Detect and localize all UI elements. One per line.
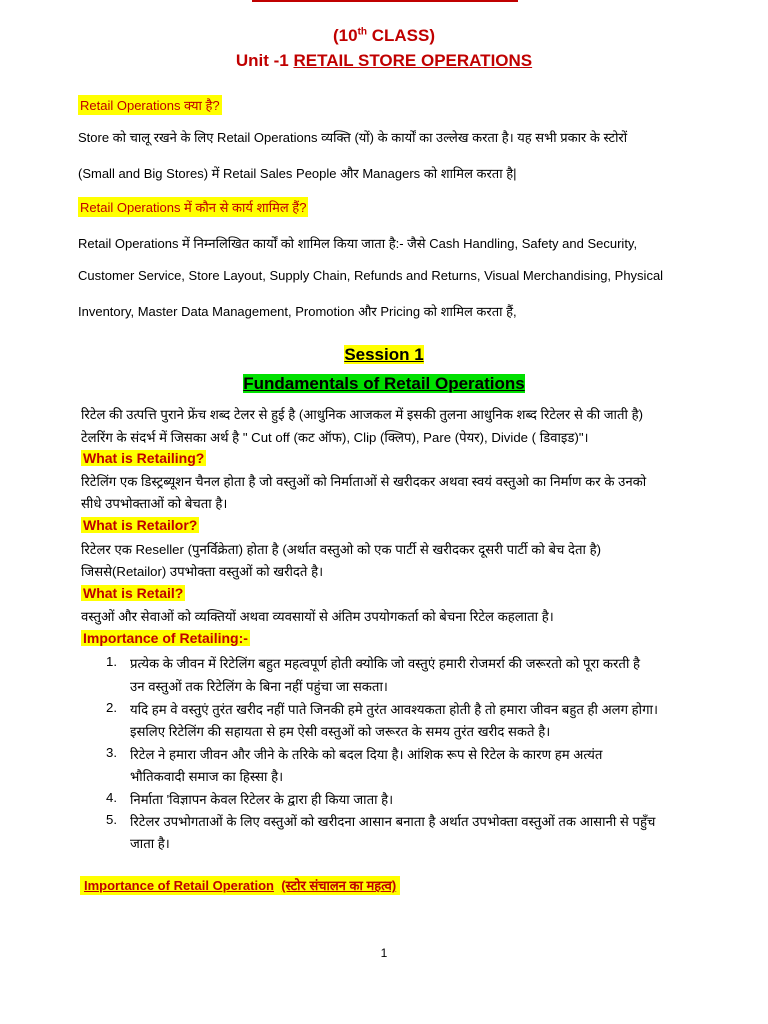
- heading-what-is-retail: What is Retail?: [83, 585, 184, 601]
- retailor-line2: जिससे(Retailor) उपभोक्ता वस्तुओं को खरीदते है।: [81, 564, 324, 579]
- session-label: Session 1: [344, 345, 424, 364]
- intro-paragraph-line1: Store को चालू रखने के लिए Retail Operations व्यक्ति (यों) के कार्यों का उल्लेख करता है। यह सभी प्रकार के स्टोरों: [78, 130, 628, 145]
- class-heading: (10th CLASS): [332, 26, 436, 45]
- list-item-text: निर्माता 'विज्ञापन केवल रिटेलर के द्वारा ही किया जाता है।: [130, 792, 394, 807]
- top-rule: [252, 0, 518, 2]
- list-item-text: इसलिए रिटेलिंग की सहायता से हम ऐसी वस्तुओं को जरूरत के समय तुरंत खरीद सकते है।: [130, 724, 551, 739]
- list-item-number: 1.: [106, 654, 117, 669]
- page-number: 1: [380, 946, 388, 960]
- list-item-number: 2.: [106, 700, 117, 715]
- retail-line1: वस्तुओं और सेवाओं को व्यक्तियों अथवा व्यवसायों से अंतिम उपयोगकर्ता को बेचना रिटेल कहलाता है।: [81, 609, 554, 624]
- list-item-text: जाता है।: [130, 836, 170, 851]
- footer-heading-hi: (स्टोर संचालन का महत्व): [281, 878, 397, 893]
- tasks-paragraph-line1: Retail Operations में निम्नलिखित कार्यों को शामिल किया जाता है:- जैसे Cash Handling, Safety and Security,: [78, 236, 638, 251]
- retailor-line1: रिटेलर एक Reseller (पुनर्विक्रेता) होता है (अर्थात वस्तुओ को एक पार्टी से खरीदकर दूसरी पार्टी को बेच देता है): [81, 542, 602, 557]
- heading-what-is-retailing: What is Retailing?: [83, 450, 205, 466]
- retailing-line2: सीधे उपभोक्ताओं को बेचता है।: [81, 496, 228, 511]
- tasks-paragraph-line2: Customer Service, Store Layout, Supply Chain, Refunds and Returns, Visual Merchandising, Physical: [78, 268, 664, 283]
- footer-heading: [80, 876, 400, 894]
- list-item-text: प्रत्येक के जीवन में रिटेलिंग बहुत महत्वपूर्ण होती क्योकि जो वस्तुएं हमारी रोजमर्रा की जरूरतो को पूरा करती है: [130, 656, 641, 671]
- list-item-number: 4.: [106, 790, 117, 805]
- unit-heading: Unit -1 RETAIL STORE OPERATIONS: [235, 51, 533, 70]
- unit-title: RETAIL STORE OPERATIONS: [293, 51, 533, 70]
- tasks-paragraph-line3: Inventory, Master Data Management, Promotion और Pricing को शामिल करता हैं,: [78, 304, 517, 319]
- question-retail-operations: Retail Operations क्या है?: [78, 95, 222, 115]
- list-item-number: 5.: [106, 812, 117, 827]
- heading-what-is-retailor: What is Retailor?: [83, 517, 198, 533]
- origin-line2: टेलरिंग के संदर्भ में जिसका अर्थ है " Cut off (कट ऑफ), Clip (क्लिप), Pare (पेयर), Divide ( डिवाइड)"।: [81, 430, 589, 445]
- list-item-text: भौतिकवादी समाज का हिस्सा है।: [130, 769, 284, 784]
- list-item-text: यदि हम वे वस्तुएं तुरंत खरीद नहीं पाते जिनकी हमे तुरंत आवश्यकता होती है तो हमारा जीवन बहुत ही अलग होगा।: [130, 702, 658, 717]
- list-item-text: रिटेल ने हमारा जीवन और जीने के तरिके को बदल दिया है। आंशिक रूप से रिटेल के कारण हम अत्यंत: [130, 747, 603, 762]
- origin-line1: रिटेल की उत्पत्ति पुराने फ्रेंच शब्द टेलर से हुई है (आधुनिक आजकल में इसकी तुलना आधुनिक शब्द रिटेलर से की जाती है): [81, 407, 643, 422]
- heading-importance-of-retailing: Importance of Retailing:-: [83, 630, 248, 646]
- intro-paragraph-line2: (Small and Big Stores) में Retail Sales People और Managers को शामिल करता है|: [78, 166, 517, 181]
- list-item-text: उन वस्तुओं तक रिटेलिंग के बिना नहीं पहुंचा जा सकता।: [130, 679, 388, 694]
- session-title: Fundamentals of Retail Operations: [243, 374, 525, 393]
- list-item-number: 3.: [106, 745, 117, 760]
- question-retail-tasks: Retail Operations में कौन से कार्य शामिल हैं?: [78, 197, 308, 217]
- footer-heading-en: Importance of Retail Operation: [84, 878, 274, 893]
- retailing-line1: रिटेलिंग एक डिस्ट्रब्यूशन चैनल होता है जो वस्तुओं को निर्माताओं से खरीदकर अथवा स्वयं वस्तुओ का निर्माण कर के उनको: [81, 474, 647, 489]
- list-item-text: रिटेलर उपभोगताओं के लिए वस्तुओं को खरीदना आसान बनाता है अर्थात उपभोक्ता वस्तुओं तक आसानी से पहुँच: [130, 814, 656, 829]
